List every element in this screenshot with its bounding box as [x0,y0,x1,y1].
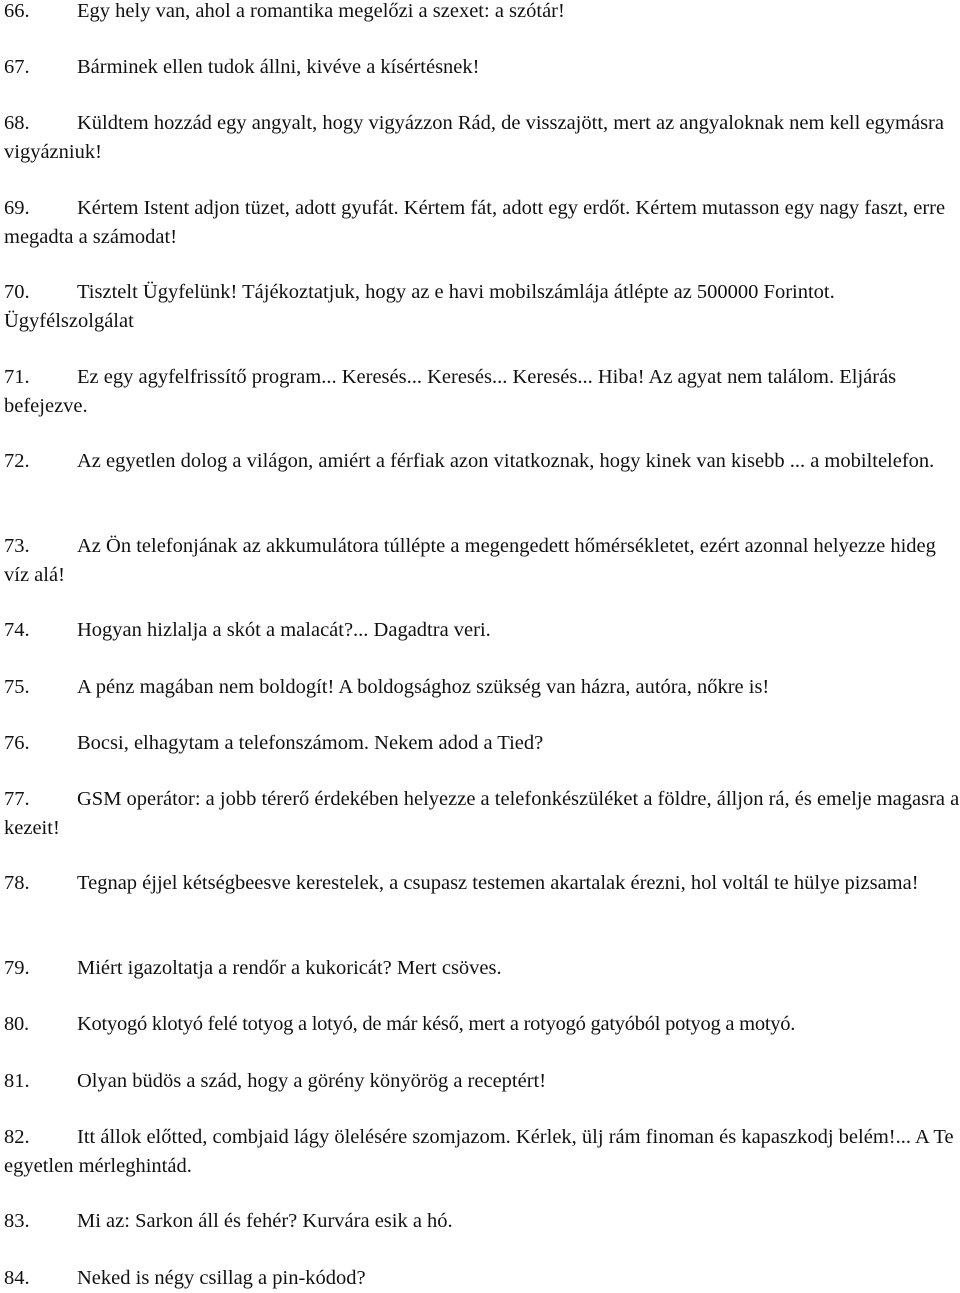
item-number: 75. [4,676,30,698]
item-number: 68. [4,112,30,134]
list-item [4,729,960,758]
list-item [4,1010,960,1039]
list-item [4,447,960,476]
item-text: Az egyetlen dolog a világon, amiért a férfiak azon vitatkoznak, hogy kinek van kisebb ... a mobiltelefon. [77,450,935,472]
item-number: 84. [4,1267,30,1289]
item-text: Küldtem hozzád egy angyalt, hogy vigyázzon Rád, de visszajött, mert az angyaloknak nem kell egymásra vigyázniuk! [4,112,944,163]
item-number: 73. [4,535,30,557]
item-number: 66. [4,0,30,22]
item-text: Ez egy agyfelfrissítő program... Keresés... Keresés... Keresés... Hiba! Az agyat nem találom. Eljárás befejezve. [4,366,897,417]
item-number: 78. [4,872,30,894]
item-number: 69. [4,197,30,219]
item-text: Itt állok előtted, combjaid lágy ölelésére szomjazom. Kérlek, ülj rám finoman és kapaszkodj belém!... A Te egyetlen mérleghintád. [4,1126,954,1177]
item-text: Neked is négy csillag a pin-kódod? [77,1267,366,1289]
list-item [4,785,960,842]
item-number: 72. [4,450,30,472]
list-item [4,869,960,898]
item-text: GSM operátor: a jobb térerő érdekében helyezze a telefonkészüléket a földre, álljon rá, és emelje magasra a kezeit! [4,788,960,839]
item-number: 81. [4,1070,30,1092]
list-item [4,954,960,983]
item-text: A pénz magában nem boldogít! A boldogsághoz szükség van házra, autóra, nőkre is! [77,676,770,698]
item-text: Miért igazoltatja a rendőr a kukoricát? Mert csöves. [77,957,502,979]
item-number: 74. [4,619,30,641]
item-number: 71. [4,366,30,388]
item-text: Tisztelt Ügyfelünk! Tájékoztatjuk, hogy az e havi mobilszámlája átlépte az 500000 Forintot. Ügyfélszolgálat [4,281,835,332]
item-text: Kotyogó klotyó felé totyog a lotyó, de már késő, mert a rotyogó gatyóból potyog a motyó. [77,1013,796,1035]
item-number: 70. [4,281,30,303]
list-item [4,109,960,166]
item-text: Tegnap éjjel kétségbeesve kerestelek, a csupasz testemen akartalak érezni, hol voltál te hülye pizsama! [77,872,919,894]
item-number: 67. [4,56,30,78]
list-item [4,673,960,702]
item-text: Az Ön telefonjának az akkumulátora túllépte a megengedett hőmérsékletet, ezért azonnal helyezze hideg víz alá! [4,535,936,586]
item-number: 80. [4,1013,29,1035]
item-number: 83. [4,1210,30,1232]
item-text: Hogyan hizlalja a skót a malacát?... Dagadtra veri. [77,619,491,641]
list-item [4,278,960,335]
item-text: Bárminek ellen tudok állni, kivéve a kísértésnek! [77,56,480,78]
item-number: 79. [4,957,30,979]
item-text: Egy hely van, ahol a romantika megelőzi a szexet: a szótár! [77,0,565,22]
list-item [4,1264,960,1293]
item-text: Kértem Istent adjon tüzet, adott gyufát. Kértem fát, adott egy erdőt. Kértem mutasson egy nagy faszt, erre megadta a számodat! [4,197,946,248]
item-number: 82. [4,1126,30,1148]
list-item [4,363,960,420]
item-number: 77. [4,788,30,810]
list-item [4,1123,960,1180]
item-text: Bocsi, elhagytam a telefonszámom. Nekem adod a Tied? [77,732,544,754]
item-text: Mi az: Sarkon áll és fehér? Kurvára esik a hó. [77,1210,453,1232]
item-text: Olyan büdös a szád, hogy a görény könyörög a receptért! [77,1070,547,1092]
list-item [4,1207,960,1236]
list-item [4,1067,960,1096]
list-item [4,53,960,82]
list-item [4,0,960,26]
list-item [4,532,960,589]
list-item [4,616,960,645]
list-item [4,194,960,251]
item-number: 76. [4,732,30,754]
